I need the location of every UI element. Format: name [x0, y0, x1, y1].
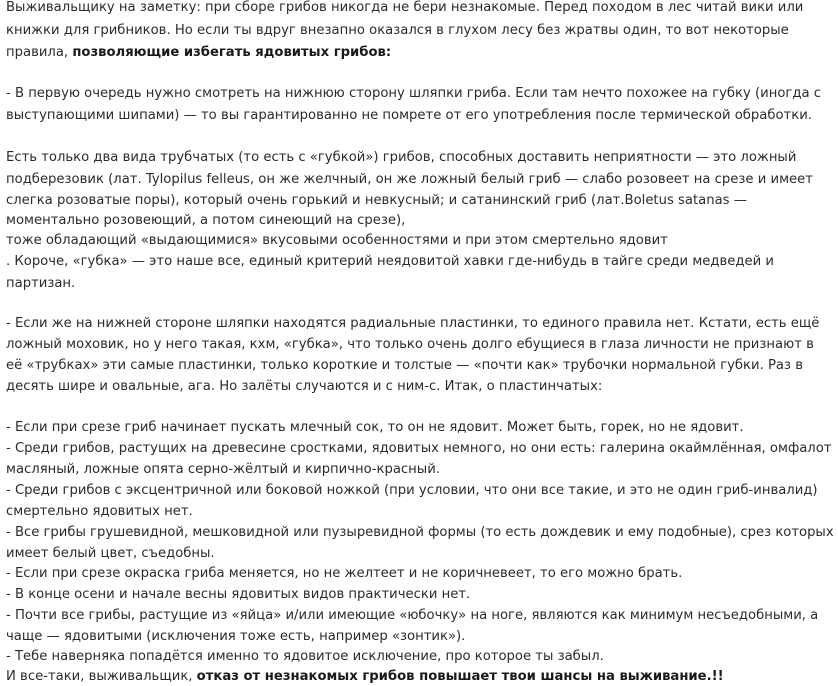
text-span: И все-таки, выживальщик,	[6, 669, 197, 684]
text-line: - Среди грибов, растущих на древесине сростками, ядовитых немного, но они есть: галерина окаймлённая, омфалот	[6, 441, 832, 456]
text-line: - В первую очередь нужно смотреть на нижнюю сторону шляпки гриба. Если там нечто похожее на губку (иногда с	[6, 86, 821, 101]
text-line: чаще — ядовитыми (исключения тоже есть, например «зонтик»).	[6, 629, 466, 644]
text-line: - В конце осени и начале весны ядовитых видов практически нет.	[6, 587, 471, 602]
text-line: . Короче, «губка» — это наше все, единый критерий неядовитой хавки где-нибудь в тайге среди медведей и	[6, 254, 774, 269]
bold-conclusion: отказ от незнакомых грибов повышает твои шансы на выживание.!!	[196, 669, 724, 684]
text-line: Есть только два вида трубчатых (то есть с «губкой») грибов, способных доставить неприятности — это ложный	[6, 150, 797, 165]
text-line: моментально розовеющий, а потом синеющий на срезе),	[6, 213, 406, 228]
text-line: книжки для грибников. Но если ты вдруг внезапно оказался в глухом лесу без жратвы один, то вот некоторые	[6, 23, 789, 38]
text-line: десять шире и овальные, ага. Но залёты случаются и с ним-с. Итак, о пластинчатых:	[6, 379, 603, 394]
text-line: - Если при срезе гриб начинает пускать млечный сок, то он не ядовит. Может быть, горек, но не ядовит.	[6, 420, 744, 435]
text-span: правила,	[6, 45, 73, 60]
text-line: ложный моховик, но у него такая, кхм, «губка», что только очень долго ебущиеся в глаза личности не признают в	[6, 337, 814, 352]
text-line: масляный, ложные опята серно-жёлтый и кирпично-красный.	[6, 462, 440, 477]
text-line: имеет белый цвет, съедобны.	[6, 546, 215, 561]
text-line: смертельно ядовитых нет.	[6, 504, 193, 519]
text-line: её «трубках» эти самые пластинки, только короткие и толстые — «почти как» трубочки нормальной губки. Раз в	[6, 358, 803, 373]
text-line: выступающими шипами) — то вы гарантированно не помрете от его употребления после термической обработки.	[6, 108, 812, 123]
text-line: партизан.	[6, 276, 76, 291]
text-line: - Все грибы грушевидной, мешковидной или пузыревидной формы (то есть дождевик и ему подобные), срез которых	[6, 525, 834, 540]
text-line: - Почти все грибы, растущие из «яйца» и/или имеющие «юбочку» на ноге, являются как минимум несъедобными, а	[6, 608, 819, 623]
text-line: - Среди грибов с эксцентричной или боковой ножкой (при условии, что они все такие, и это не один гриб-инвалид)	[6, 483, 818, 498]
text-line: Выживальщику на заметку: при сборе грибов никогда не бери незнакомые. Перед походом в лес читай вики или	[6, 0, 804, 15]
text-line: подберезовик (лат. Tylopilus felleus, он же желчный, он же ложный белый гриб — слабо розовеет на срезе и имеет	[6, 172, 813, 187]
text-line: - Если при срезе окраска гриба меняется, но не желтеет и не коричневеет, то его можно брать.	[6, 566, 683, 581]
text-line: слегка розоватые поры), который очень горький и невкусный; и сатанинский гриб (лат.Boletus satanas —	[6, 193, 747, 208]
text-line	[6, 45, 391, 61]
text-line: - Тебе наверняка попадётся именно то ядовитое исключение, про которое ты забыл.	[6, 649, 604, 664]
text-line	[6, 669, 724, 685]
bold-heading: позволяющие избегать ядовитых грибов:	[72, 45, 392, 60]
text-line: тоже обладающий «выдающимися» вкусовыми особенностями и при этом смертельно ядовит	[6, 233, 668, 248]
text-line: - Если же на нижней стороне шляпки находятся радиальные пластинки, то единого правила нет. Кстати, есть ещё	[6, 316, 820, 331]
